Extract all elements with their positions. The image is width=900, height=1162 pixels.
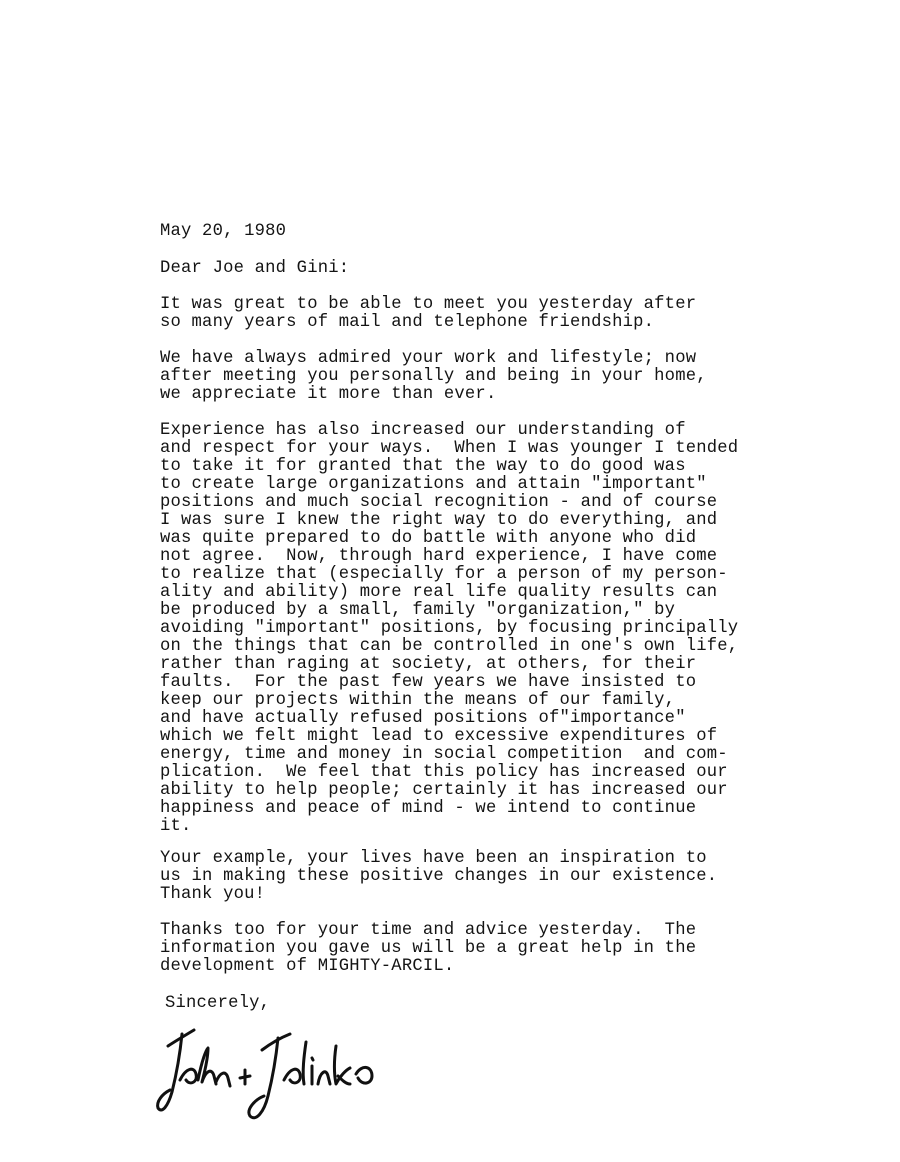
paragraph-2 bbox=[160, 350, 707, 404]
text-line: and respect for your ways. When I was younger I tended bbox=[160, 439, 739, 458]
text-line: to take it for granted that the way to do good was bbox=[160, 457, 686, 476]
text-line: it. bbox=[160, 817, 192, 836]
text-line: development of MIGHTY-ARCIL. bbox=[160, 957, 455, 976]
paragraph-3 bbox=[160, 422, 738, 836]
text-line: be produced by a small, family "organization," by bbox=[160, 601, 676, 620]
text-line: faults. For the past few years we have insisted to bbox=[160, 673, 697, 692]
text-line: and have actually refused positions of"importance" bbox=[160, 709, 686, 728]
text-line: us in making these positive changes in our existence. bbox=[160, 867, 718, 886]
letter-date: May 20, 1980 bbox=[160, 222, 287, 241]
letter-salutation: Dear Joe and Gini: bbox=[160, 259, 350, 278]
text-line: not agree. Now, through hard experience, I have come bbox=[160, 547, 718, 566]
text-line: positions and much social recognition - and of course bbox=[160, 493, 718, 512]
paragraph-1 bbox=[160, 296, 696, 332]
text-line: rather than raging at society, at others, for their bbox=[160, 655, 697, 674]
paragraph-5 bbox=[160, 922, 696, 976]
text-line: I was sure I knew the right way to do everything, and bbox=[160, 511, 718, 530]
text-line: we appreciate it more than ever. bbox=[160, 385, 497, 404]
text-line: It was great to be able to meet you yesterday after bbox=[160, 295, 697, 314]
text-line: information you gave us will be a great help in the bbox=[160, 939, 697, 958]
text-line: happiness and peace of mind - we intend to continue bbox=[160, 799, 697, 818]
text-line: energy, time and money in social competition and com- bbox=[160, 745, 728, 764]
text-line: which we felt might lead to excessive expenditures of bbox=[160, 727, 718, 746]
text-line: ality and ability) more real life quality results can bbox=[160, 583, 718, 602]
text-line: to realize that (especially for a person of my person- bbox=[160, 565, 728, 584]
text-line: Experience has also increased our understanding of bbox=[160, 421, 686, 440]
text-line: avoiding "important" positions, by focusing principally bbox=[160, 619, 739, 638]
text-line: Thank you! bbox=[160, 885, 266, 904]
letter-closing: Sincerely, bbox=[165, 994, 271, 1013]
text-line: after meeting you personally and being in your home, bbox=[160, 367, 707, 386]
text-line: Thanks too for your time and advice yesterday. The bbox=[160, 921, 697, 940]
paragraph-4 bbox=[160, 850, 717, 904]
text-line: plication. We feel that this policy has increased our bbox=[160, 763, 728, 782]
text-line: on the things that can be controlled in one's own life, bbox=[160, 637, 739, 656]
handwritten-signature-icon bbox=[150, 1020, 390, 1130]
text-line: was quite prepared to do battle with anyone who did bbox=[160, 529, 697, 548]
text-line: to create large organizations and attain "important" bbox=[160, 475, 707, 494]
text-line: so many years of mail and telephone friendship. bbox=[160, 313, 655, 332]
text-line: keep our projects within the means of our family, bbox=[160, 691, 676, 710]
text-line: ability to help people; certainly it has increased our bbox=[160, 781, 728, 800]
text-line: Your example, your lives have been an inspiration to bbox=[160, 849, 707, 868]
text-line: We have always admired your work and lifestyle; now bbox=[160, 349, 697, 368]
